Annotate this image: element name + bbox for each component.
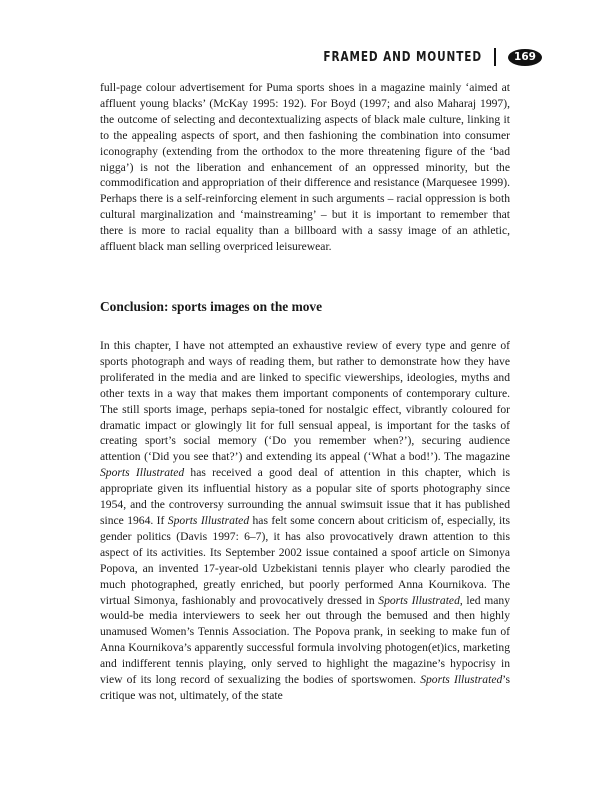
paragraph-1: full-page colour advertisement for Puma sports shoes in a magazine mainly ‘aimed at affluent young blacks’ (McKay 1995: 192). For Boyd (1997; and also Maharaj 1997), the outcome of selecting and decontextualizing aspects of black male culture, linking it to the appealing aspects of sport, and then fashioning the combination into consumer iconography (extending from the orthodox to the more threatening figure of the ‘bad nigga’) is not the liberation and enhancement of an oppressed minority, but the commodification and appropriation of their difference and resistance (Marquesee 1999). Perhaps there is a self-reinforcing element in such arguments – racial oppression is both cultural marginalization and ‘mainstreaming’ – but it is important to remember that there is more to racial equality than a billboard with a sassy image of an athletic, affluent black man selling overpriced leisurewear. [100,81,510,254]
text-run: has received a good deal of attention in this chapter, which is appropriate given its influential history as a popular site of sports photography since 1954, and the controversy surrounding the annual swimsuit issue that it has published since 1964. If [100,466,510,527]
text-run: , led many would-be media interviewers to seek her out through the bemused and then highly unamused Women’s Tennis Association. The Popova prank, in seeking to make fun of Anna Kournikova’s apparently successful formula involving photogen(et)ics, marketing and indifferent tennis playing, only served to highlight the magazine’s hypocrisy in view of its long record of sexualizing the bodies of sportswomen. [100,593,510,687]
text-run: ’s critique was not, ultimately, of the state [100,673,511,702]
section-heading: Conclusion: sports images on the move [100,299,323,314]
text-run: In this chapter, I have not attempted an exhaustive review of every type and genre of sports photograph and ways of reading them, but rather to demonstrate how they have proliferated in the media and are linked to specific viewerships, ideologies, myths and other texts in a way that makes them important components of contemporary culture. The still sports image, perhaps sepia-toned for nostalgic effect, vibrantly coloured for dramatic impact or glowingly lit for full sensual appeal, is important for the tasks of creating sport’s social memory (‘Do you remember when?’), securing audience attention (‘Did you see that?’) and extending its appeal (‘What a bod!’). The magazine [100,339,510,464]
header-divider [494,48,496,66]
paragraph-2 [100,338,510,704]
running-title: FRAMED AND MOUNTED [323,49,482,65]
italic-title: Sports Illustrated [420,673,503,687]
italic-title: Sports Illustrated [167,513,250,527]
page-number: 169 [508,49,542,66]
text-run: has felt some concern about criticism of, especially, its gender politics (Davis 1997: 6–7), it has also provocatively drawn attention to this aspect of its activities. Its September 2002 issue contained a spoof article on Simonya Popova, an invented 17-year-old Uzbekistani tennis player who clearly parodied the much photographed, greatly enriched, but poorly performed Anna Kournikova. The virtual Simonya, fashionably and provocatively dressed in [100,513,510,607]
running-header [323,48,542,66]
italic-title: Sports Illustrated [100,466,185,480]
italic-title: Sports Illustrated [378,593,460,607]
